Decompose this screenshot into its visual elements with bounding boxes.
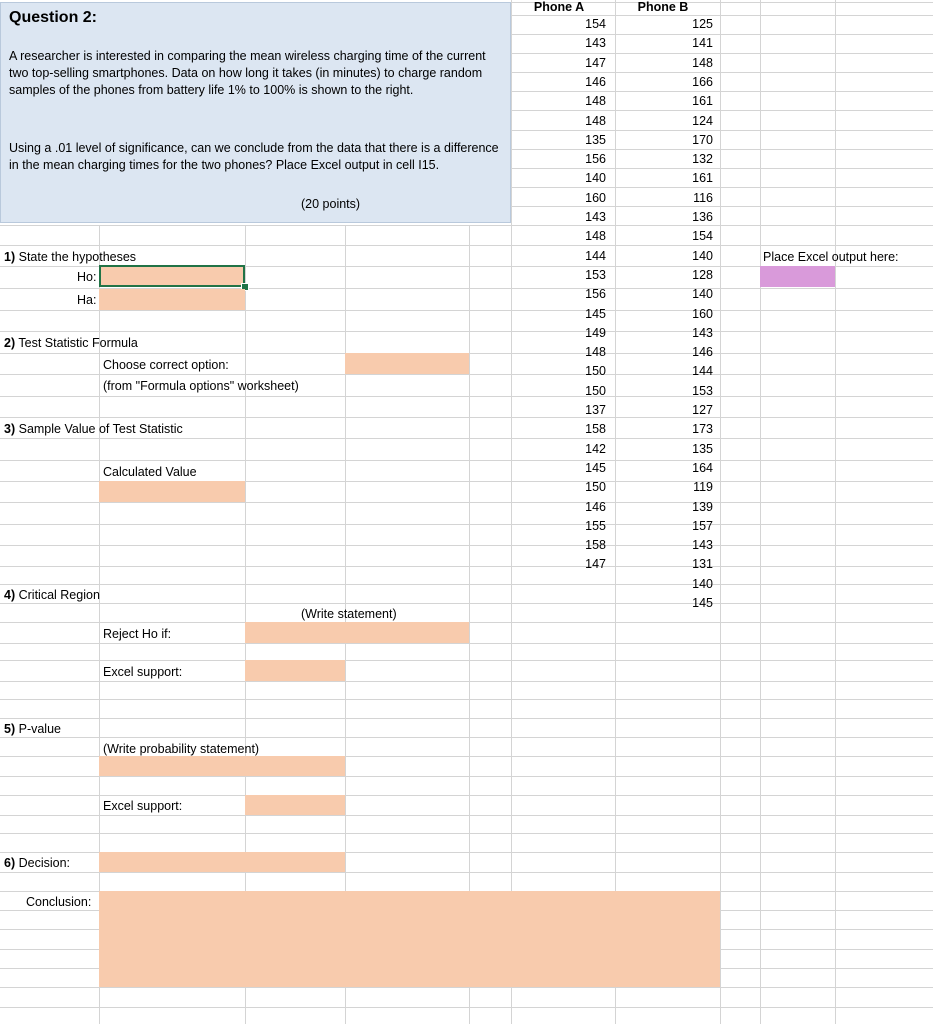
section-5-heading (4, 721, 61, 737)
section-3-heading (4, 421, 183, 437)
phone-b-cell[interactable]: 128 (692, 267, 713, 282)
excel-support-label-2: Excel support: (103, 799, 183, 813)
phone-b-cell[interactable]: 153 (692, 383, 713, 398)
critical-excel-support-cell[interactable] (245, 660, 345, 681)
phone-a-cell[interactable]: 145 (585, 460, 606, 475)
phone-b-cell[interactable]: 170 (692, 132, 713, 147)
section-1-number: 1) (4, 250, 16, 264)
question-points: (20 points) (301, 197, 361, 211)
section-3-number: 3) (4, 422, 16, 436)
phone-b-cell[interactable]: 125 (692, 17, 713, 31)
conclusion-cell[interactable] (99, 891, 720, 987)
ha-label: Ha: (77, 293, 97, 307)
probability-statement-cell[interactable] (99, 756, 345, 776)
excel-output-cell[interactable] (760, 266, 835, 287)
phone-a-cell[interactable]: 146 (585, 499, 606, 514)
phone-b-header: Phone B (637, 0, 689, 14)
section-4-number: 4) (4, 588, 16, 602)
write-statement-label: (Write statement) (301, 607, 397, 621)
phone-b-cell[interactable]: 173 (692, 422, 713, 437)
phone-b-cell[interactable]: 141 (692, 36, 713, 51)
phone-a-cell[interactable]: 149 (585, 325, 606, 340)
section-1-heading (4, 249, 136, 265)
phone-b-cell[interactable]: 116 (693, 190, 713, 205)
reject-ho-cell[interactable] (245, 622, 469, 643)
phone-b-cell[interactable]: 160 (692, 306, 713, 321)
ha-answer-cell[interactable] (99, 289, 245, 310)
phone-a-cell[interactable]: 137 (585, 403, 606, 417)
phone-b-cell[interactable]: 145 (692, 596, 713, 610)
section-2-heading (4, 335, 138, 351)
section-6-label: Decision: (18, 856, 71, 870)
write-probability-label: (Write probability statement) (103, 742, 260, 756)
section-6-heading (4, 855, 70, 871)
phone-a-cell[interactable]: 143 (585, 36, 606, 51)
section-1-label: State the hypotheses (18, 250, 137, 264)
phone-a-cell[interactable]: 154 (585, 17, 606, 31)
phone-b-cell[interactable]: 161 (692, 94, 713, 109)
output-label: Place Excel output here: (763, 250, 899, 264)
question-paragraph-1: A researcher is interested in comparing the mean wireless charging time of the current two top-selling smartphones. Data on how long it takes (in minutes) to charge random samples of the phones from battery life 1% to 100% is shown to the right. (9, 49, 486, 97)
formula-option-cell[interactable] (345, 353, 469, 374)
phone-b-cell[interactable]: 139 (692, 499, 713, 514)
phone-a-cell[interactable]: 160 (585, 190, 606, 205)
phone-b-cell[interactable]: 166 (692, 74, 713, 89)
phone-b-cell[interactable]: 132 (692, 152, 713, 167)
phone-b-cell[interactable]: 144 (692, 364, 713, 379)
phone-b-cell[interactable]: 136 (692, 210, 713, 224)
phone-b-cell[interactable]: 140 (692, 287, 713, 302)
section-5-number: 5) (4, 722, 16, 736)
phone-b-cell[interactable]: 143 (692, 325, 713, 340)
phone-a-cell[interactable]: 150 (585, 364, 606, 379)
phone-a-cell[interactable]: 153 (585, 267, 606, 282)
phone-a-cell[interactable]: 150 (585, 383, 606, 398)
pvalue-excel-support-cell[interactable] (245, 795, 345, 815)
phone-b-cell[interactable]: 131 (692, 557, 713, 572)
phone-b-cell[interactable]: 143 (692, 538, 713, 553)
phone-a-cell[interactable]: 155 (585, 518, 606, 533)
phone-a-cell[interactable]: 150 (585, 480, 606, 495)
question-panel (0, 2, 511, 223)
phone-a-cell[interactable]: 148 (585, 94, 606, 109)
phone-a-cell[interactable]: 148 (585, 229, 606, 244)
phone-a-cell[interactable]: 142 (585, 441, 606, 456)
phone-b-cell[interactable]: 146 (692, 345, 713, 360)
phone-b-cell[interactable]: 140 (692, 576, 713, 591)
phone-b-cell[interactable]: 140 (692, 248, 713, 263)
section-2-number: 2) (4, 336, 16, 350)
decision-cell[interactable] (99, 852, 345, 872)
phone-b-cell[interactable]: 119 (693, 480, 713, 495)
phone-b-cell[interactable]: 124 (692, 113, 713, 128)
from-formula-label: (from "Formula options" worksheet) (103, 379, 299, 393)
choose-option-label: Choose correct option: (103, 358, 229, 372)
section-4-label: Critical Region (18, 588, 100, 602)
conclusion-label: Conclusion: (26, 895, 92, 909)
phone-a-header: Phone A (533, 0, 585, 14)
phone-a-cell[interactable]: 140 (585, 171, 606, 186)
ho-label: Ho: (77, 270, 97, 284)
section-3-label: Sample Value of Test Statistic (18, 422, 183, 436)
calculated-value-cell[interactable] (99, 481, 245, 502)
reject-ho-label: Reject Ho if: (103, 627, 172, 641)
section-6-number: 6) (4, 856, 16, 870)
calculated-value-label: Calculated Value (103, 465, 197, 479)
phone-b-cell[interactable]: 157 (692, 518, 713, 533)
phone-a-cell[interactable]: 146 (585, 74, 606, 89)
phone-b-cell[interactable]: 164 (692, 460, 713, 475)
phone-a-cell[interactable]: 147 (585, 55, 606, 70)
phone-b-cell[interactable]: 154 (692, 229, 713, 244)
section-2-label: Test Statistic Formula (18, 336, 138, 350)
section-5-label: P-value (18, 722, 61, 736)
phone-a-cell[interactable]: 143 (585, 210, 606, 224)
phone-a-cell[interactable]: 145 (585, 306, 606, 321)
phone-b-cell[interactable]: 148 (692, 55, 713, 70)
phone-a-cell[interactable]: 135 (585, 132, 606, 147)
phone-a-cell[interactable]: 148 (585, 345, 606, 360)
question-title: Question 2: (9, 9, 98, 26)
phone-b-cell[interactable]: 161 (692, 171, 713, 186)
phone-a-cell[interactable]: 158 (585, 422, 606, 437)
phone-a-cell[interactable]: 156 (585, 152, 606, 167)
ho-answer-cell[interactable] (99, 265, 245, 287)
excel-support-label-1: Excel support: (103, 665, 183, 679)
phone-a-cell[interactable]: 148 (585, 113, 606, 128)
phone-a-cell[interactable]: 144 (585, 248, 606, 263)
phone-a-cell[interactable]: 156 (585, 287, 606, 302)
question-paragraph-2: Using a .01 level of significance, can we conclude from the data that there is a difference in the mean charging times for the two phones? Place Excel output in cell I15. (9, 141, 499, 172)
phone-b-cell[interactable]: 127 (692, 403, 713, 417)
phone-a-cell[interactable]: 147 (585, 557, 606, 572)
section-4-heading (4, 587, 100, 603)
phone-b-cell[interactable]: 135 (692, 441, 713, 456)
phone-a-cell[interactable]: 158 (585, 538, 606, 553)
